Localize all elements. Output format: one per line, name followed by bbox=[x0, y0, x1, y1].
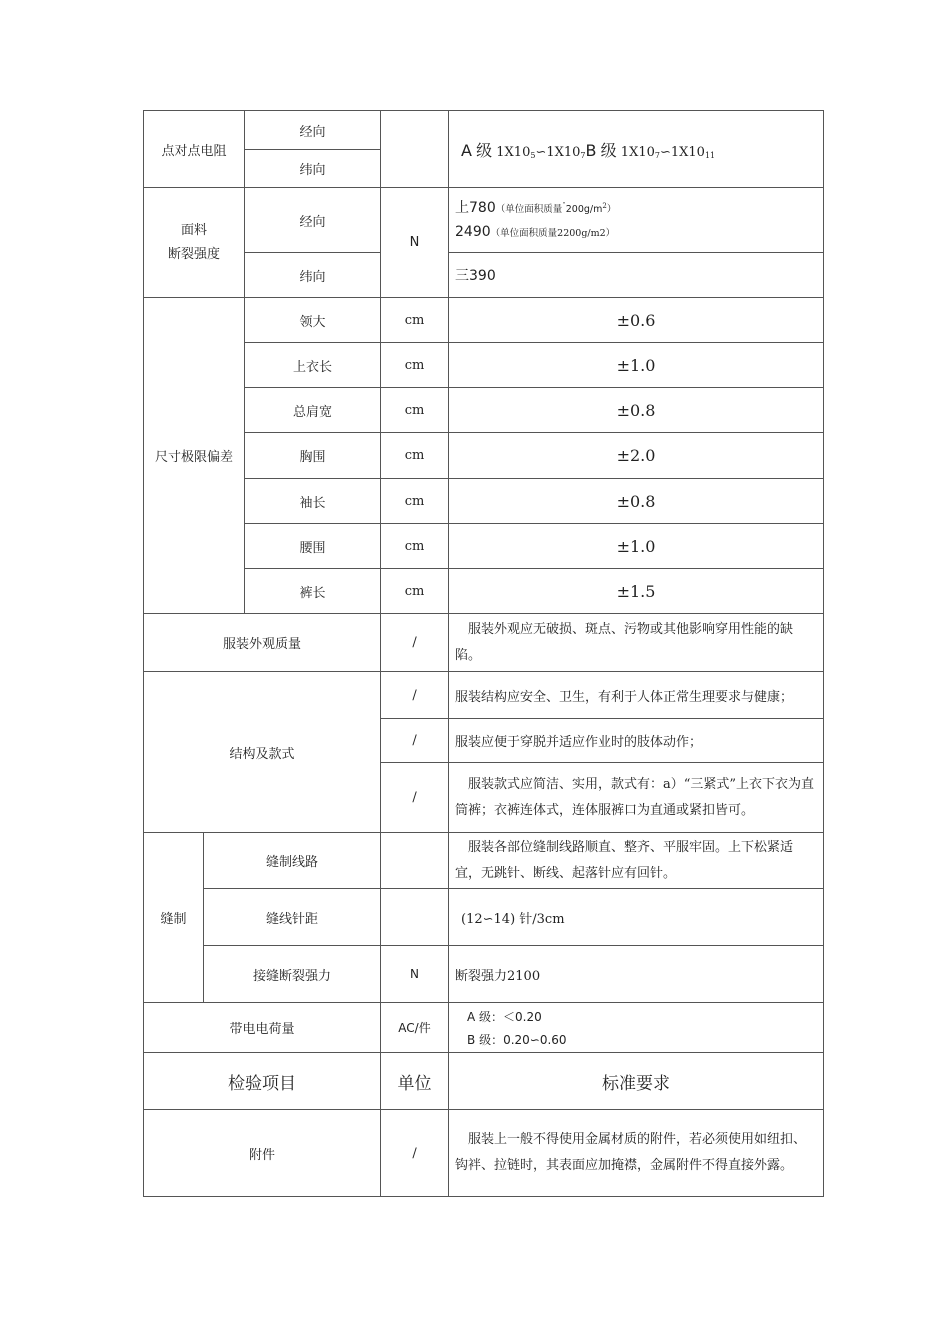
size-name: 袖长 bbox=[245, 479, 381, 524]
appearance-unit: / bbox=[381, 614, 449, 672]
structure-req: 服装应便于穿脱并适应作业时的肢体动作； bbox=[449, 719, 824, 763]
charge-unit: AC/件 bbox=[381, 1003, 449, 1053]
header-item: 检验项目 bbox=[144, 1053, 381, 1110]
size-name: 上衣长 bbox=[245, 343, 381, 388]
resistance-weft: 纬向 bbox=[245, 150, 381, 188]
row-size-6 bbox=[144, 569, 824, 614]
size-item: 尺寸极限偏差 bbox=[144, 298, 245, 614]
row-sewing-line bbox=[144, 833, 824, 889]
size-value: ±0.8 bbox=[449, 388, 824, 433]
structure-item: 结构及款式 bbox=[144, 672, 381, 833]
break-item-line2: 断裂强度 bbox=[168, 246, 221, 262]
break-item bbox=[144, 188, 245, 298]
fittings-req: 服装上一般不得使用金属材质的附件，若必须使用如纽扣、钩袢、拉链时，其表面应加掩襟，金属附件不得直接外露。 bbox=[449, 1110, 824, 1197]
sewing-line-unit bbox=[381, 833, 449, 889]
row-size-4 bbox=[144, 479, 824, 524]
sewing-stitch-req: (12∽14) 针/3cm bbox=[449, 889, 824, 946]
row-size-3 bbox=[144, 433, 824, 479]
structure-req: 服装款式应简洁、实用，款式有：a）“三紧式”上衣下衣为直筒裤；衣裤连体式，连体服裤口为直通或紧扣皆可。 bbox=[449, 763, 824, 833]
resistance-unit bbox=[381, 111, 449, 188]
break-unit: N bbox=[381, 188, 449, 298]
size-unit: cm bbox=[381, 388, 449, 433]
row-size-0 bbox=[144, 298, 824, 343]
structure-req: 服装结构应安全、卫生，有利于人体正常生理要求与健康； bbox=[449, 672, 824, 719]
structure-unit: / bbox=[381, 672, 449, 719]
size-unit: cm bbox=[381, 343, 449, 388]
charge-item: 带电电荷量 bbox=[144, 1003, 381, 1053]
fittings-item: 附件 bbox=[144, 1110, 381, 1197]
sewing-seam-name: 接缝断裂强力 bbox=[204, 946, 381, 1003]
sewing-stitch-unit bbox=[381, 889, 449, 946]
size-name: 胸围 bbox=[245, 433, 381, 479]
size-name: 领大 bbox=[245, 298, 381, 343]
charge-b: B 级：0.20∽0.60 bbox=[467, 1032, 567, 1047]
sewing-item: 缝制 bbox=[144, 833, 204, 1003]
sewing-line-req: 服装各部位缝制线路顺直、整齐、平服牢固。上下松紧适宜，无跳针、断线、起落针应有回针。 bbox=[449, 833, 824, 889]
size-value: ±1.0 bbox=[449, 343, 824, 388]
row-charge bbox=[144, 1003, 824, 1053]
sewing-stitch-name: 缝线针距 bbox=[204, 889, 381, 946]
resistance-item: 点对点电阻 bbox=[144, 111, 245, 188]
size-name: 腰围 bbox=[245, 524, 381, 569]
fittings-unit: / bbox=[381, 1110, 449, 1197]
row-sewing-stitch bbox=[144, 889, 824, 946]
row-break-warp bbox=[144, 188, 824, 253]
row-resistance-warp bbox=[144, 111, 824, 150]
row-header bbox=[144, 1053, 824, 1110]
header-req: 标准要求 bbox=[449, 1053, 824, 1110]
charge-a: A 级：＜0.20 bbox=[467, 1009, 542, 1024]
break-warp: 经向 bbox=[245, 188, 381, 253]
size-value: ±0.8 bbox=[449, 479, 824, 524]
sewing-seam-req: 断裂强力2100 bbox=[449, 946, 824, 1003]
break-weft-req: 三390 bbox=[449, 253, 824, 298]
size-unit: cm bbox=[381, 569, 449, 614]
sewing-line-name: 缝制线路 bbox=[204, 833, 381, 889]
size-unit: cm bbox=[381, 479, 449, 524]
row-size-2 bbox=[144, 388, 824, 433]
size-unit: cm bbox=[381, 524, 449, 569]
size-value: ±2.0 bbox=[449, 433, 824, 479]
break-warp-line2: 2490（单位面积质量2200g/m2） bbox=[455, 224, 616, 240]
charge-req bbox=[449, 1003, 824, 1053]
row-size-1 bbox=[144, 343, 824, 388]
structure-unit: / bbox=[381, 763, 449, 833]
appearance-item: 服装外观质量 bbox=[144, 614, 381, 672]
row-fittings bbox=[144, 1110, 824, 1197]
break-warp-req bbox=[449, 188, 824, 253]
break-item-line1: 面料 bbox=[181, 222, 208, 238]
inspection-table bbox=[143, 110, 824, 1197]
size-value: ±0.6 bbox=[449, 298, 824, 343]
break-weft: 纬向 bbox=[245, 253, 381, 298]
structure-unit: / bbox=[381, 719, 449, 763]
row-appearance bbox=[144, 614, 824, 672]
size-value: ±1.5 bbox=[449, 569, 824, 614]
row-sewing-seam bbox=[144, 946, 824, 1003]
resistance-warp: 经向 bbox=[245, 111, 381, 150]
size-value: ±1.0 bbox=[449, 524, 824, 569]
size-unit: cm bbox=[381, 298, 449, 343]
break-warp-line1: 上780（单位面积质量$^ˆ200g/m^2$） bbox=[455, 200, 617, 216]
row-break-weft bbox=[144, 253, 824, 298]
row-structure-0 bbox=[144, 672, 824, 719]
row-size-5 bbox=[144, 524, 824, 569]
size-name: 总肩宽 bbox=[245, 388, 381, 433]
size-name: 裤长 bbox=[245, 569, 381, 614]
header-unit: 单位 bbox=[381, 1053, 449, 1110]
sewing-seam-unit: N bbox=[381, 946, 449, 1003]
resistance-req: A 级 $1X10_5∽1X10_7B$ 级 $1X10_7∽1X10_{11}$ bbox=[449, 111, 824, 188]
appearance-req: 服装外观应无破损、斑点、污物或其他影响穿用性能的缺陷。 bbox=[449, 614, 824, 672]
size-unit: cm bbox=[381, 433, 449, 479]
